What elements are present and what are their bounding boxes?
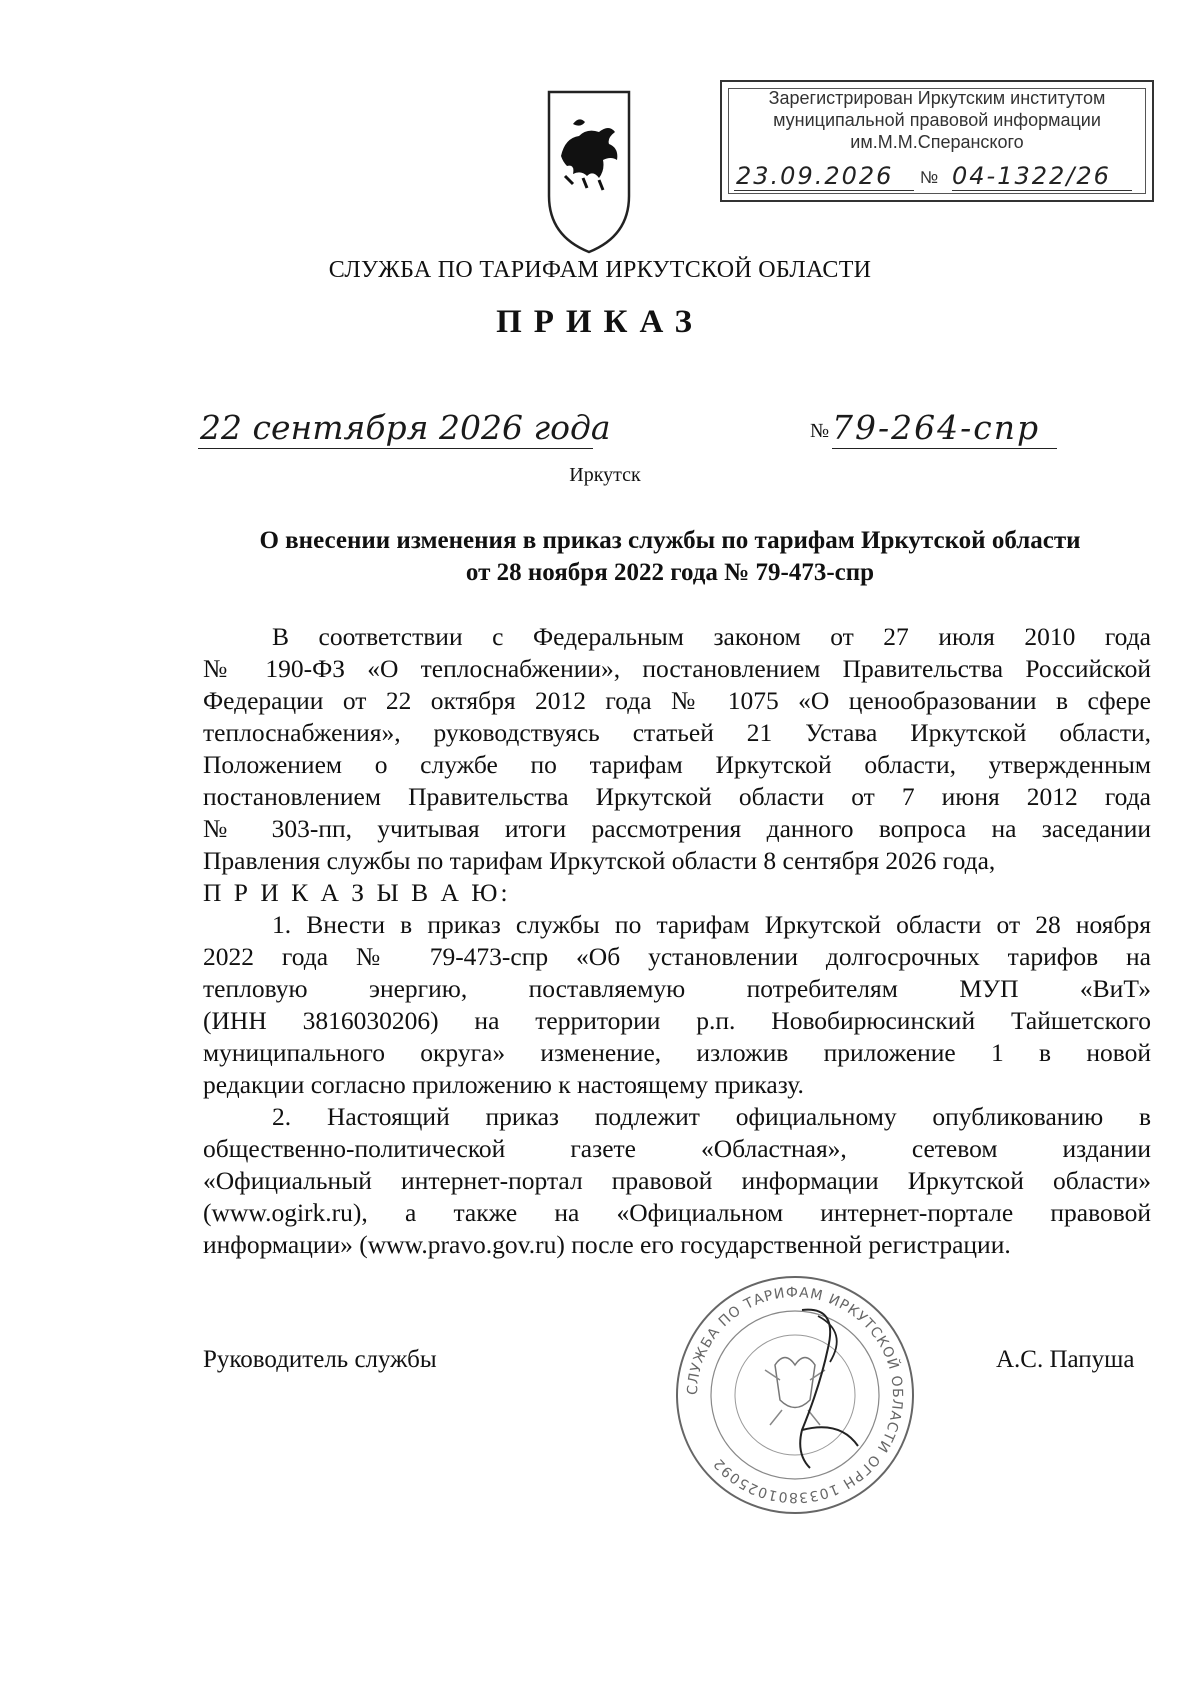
document-title-line-2: от 28 ноября 2022 года № 79-473-спр	[465, 559, 875, 586]
body-line: № 190-ФЗ «О теплоснабжении», постановлением Правительства Российской	[203, 654, 1151, 683]
body-line: информации» (www.pravo.gov.ru) после его государственной регистрации.	[203, 1230, 1011, 1259]
registration-date-underline	[734, 190, 914, 191]
order-number-sign: №	[810, 420, 830, 442]
order-number-underline	[832, 448, 1057, 449]
body-line: Федерации от 22 октября 2012 года № 1075 «О ценообразовании в сфере	[203, 686, 1151, 715]
body-line: муниципального округа» изменение, изложив приложение 1 в новой	[203, 1038, 1151, 1067]
body-line: (www.ogirk.ru), а также на «Официальном интернет-портале правовой	[203, 1198, 1151, 1227]
coat-of-arms-emblem	[543, 86, 635, 256]
body-line: 2. Настоящий приказ подлежит официальному опубликованию в	[272, 1102, 1151, 1131]
issue-city: Иркутск	[569, 464, 641, 486]
body-line: 1. Внести в приказ службы по тарифам Иркутской области от 28 ноября	[272, 910, 1151, 939]
body-line: 2022 года № 79-473-спр «Об установлении долгосрочных тарифов на	[203, 942, 1151, 971]
registration-number-sign: №	[920, 168, 939, 187]
body-line: № 303-пп, учитывая итоги рассмотрения данного вопроса на заседании	[203, 814, 1151, 843]
svg-text:СЛУЖБА ПО ТАРИФАМ ИРКУТСКОЙ ОБ	[685, 1285, 905, 1505]
body-line: Правления службы по тарифам Иркутской области 8 сентября 2026 года,	[203, 846, 996, 875]
issue-date-underline	[198, 448, 593, 449]
body-line: Положением о службе по тарифам Иркутской области, утвержденным	[203, 750, 1151, 779]
body-line: «Официальный интернет-портал правовой информации Иркутской области»	[203, 1166, 1151, 1195]
official-seal	[670, 1270, 920, 1520]
signatory-position: Руководитель службы	[203, 1346, 437, 1373]
registration-stamp-line-2: муниципальной правовой информации	[773, 110, 1101, 130]
document-title-line-1: О внесении изменения в приказ службы по тарифам Иркутской области	[259, 527, 1081, 554]
signatory-name: А.С. Папуша	[996, 1346, 1135, 1373]
registration-stamp-line-1: Зарегистрирован Иркутским институтом	[768, 88, 1106, 108]
document-type-heading: ПРИКАЗ	[496, 304, 704, 340]
body-line: тепловую энергию, поставляемую потребителям МУП «ВиТ»	[203, 974, 1151, 1003]
seal-text: СЛУЖБА ПО ТАРИФАМ ИРКУТСКОЙ ОБЛАСТИ ОГРН 1033801025092	[684, 1284, 906, 1506]
issue-date-handwritten: 22 сентября 2026 года	[200, 408, 611, 447]
body-line: общественно-политической газете «Областная», сетевом издании	[203, 1134, 1151, 1163]
registration-stamp	[720, 80, 1154, 202]
registration-stamp-line-3: им.М.М.Сперанского	[850, 132, 1024, 152]
body-line: теплоснабжения», руководствуясь статьей 21 Устава Иркутской области,	[203, 718, 1151, 747]
order-directive-word: П Р И К А З Ы В А Ю:	[203, 878, 511, 907]
order-number-handwritten: 79-264-спр	[832, 408, 1041, 447]
body-line: постановлением Правительства Иркутской области от 7 июня 2012 года	[203, 782, 1151, 811]
body-line: В соответствии с Федеральным законом от 27 июля 2010 года	[272, 622, 1151, 651]
agency-name: СЛУЖБА ПО ТАРИФАМ ИРКУТСКОЙ ОБЛАСТИ	[328, 257, 872, 283]
registration-number: 04-1322/26	[952, 162, 1111, 190]
registration-number-underline	[952, 190, 1132, 191]
registration-date: 23.09.2026	[736, 162, 894, 190]
body-line: редакции согласно приложению к настоящему приказу.	[203, 1070, 804, 1099]
body-line: (ИНН 3816030206) на территории р.п. Новобирюсинский Тайшетского	[203, 1006, 1151, 1035]
